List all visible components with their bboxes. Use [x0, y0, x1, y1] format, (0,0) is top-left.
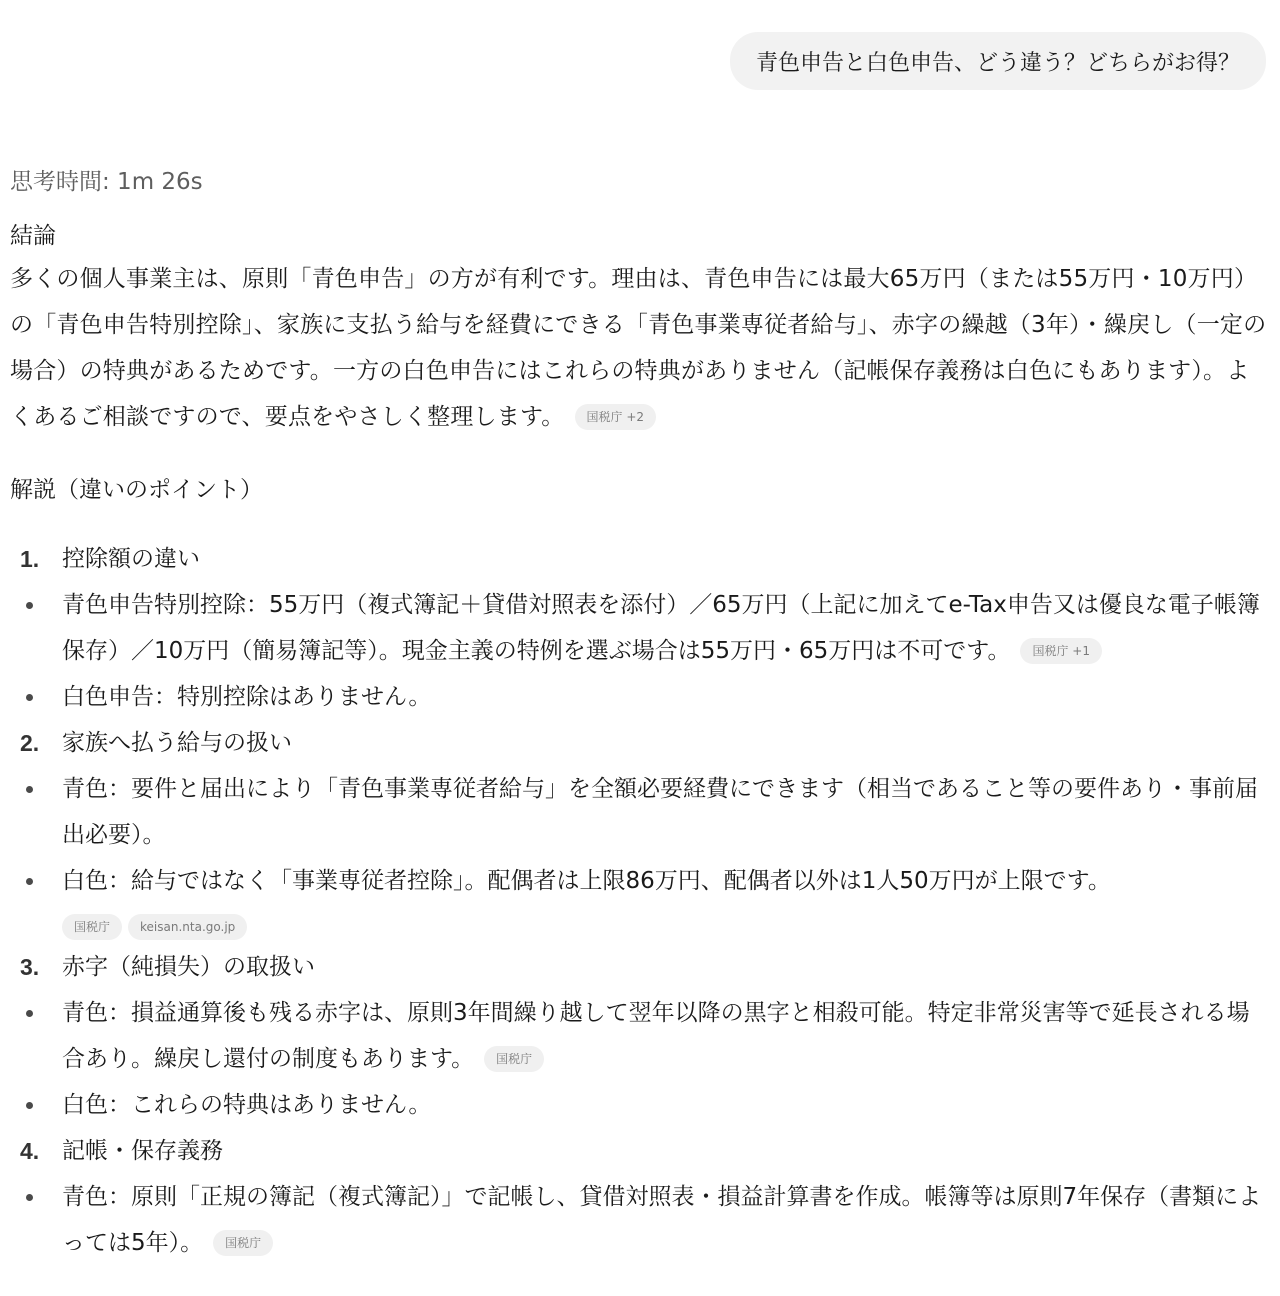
- bullet-dot: [26, 1194, 33, 1201]
- bullet-dot: [26, 1010, 33, 1017]
- list-item-title: 家族へ払う給与の扱い: [62, 730, 292, 756]
- list-number: 1.: [20, 546, 40, 572]
- user-message-row: [730, 32, 1266, 90]
- bullet-text: 白色：これらの特典はありません。: [62, 1092, 432, 1118]
- bullet-dot: [26, 694, 33, 701]
- bullet-text: 青色：要件と届出により「青色事業専従者給与」を全額必要経費にできます（相当であること等の要件あり・事前届出必要）。: [62, 776, 1258, 848]
- bullet-item: [10, 1174, 1272, 1266]
- list-item-title: 赤字（純損失）の取扱い: [62, 954, 315, 980]
- explanation-list: [10, 536, 1272, 1266]
- bullet-text: 青色申告特別控除：55万円（複式簿記＋貸借対照表を添付）／65万円（上記に加えてe-Tax申告又は優良な電子帳簿保存）／10万円（簡易簿記等）。現金主義の特例を選ぶ場合は55万円・65万円は不可です。: [62, 592, 1260, 664]
- bullet-text: 青色：原則「正規の簿記（複式簿記）」で記帳し、貸借対照表・損益計算書を作成。帳簿等は原則7年保存（書類によっては5年）。: [62, 1184, 1262, 1256]
- thinking-time-toggle[interactable]: 思考時間: 1m 26s: [10, 169, 203, 195]
- source-citation-chip[interactable]: 国税庁 +2: [575, 404, 657, 430]
- bullet-dot: [26, 602, 33, 609]
- bullet-item: [10, 766, 1272, 858]
- conclusion-heading: 結論: [10, 223, 56, 249]
- bullet-item: [10, 858, 1272, 944]
- list-item: [10, 1128, 1272, 1174]
- list-number: 4.: [20, 1138, 40, 1164]
- list-number: 3.: [20, 954, 40, 980]
- conclusion-text: 多くの個人事業主は、原則「青色申告」の方が有利です。理由は、青色申告には最大65万円（または55万円・10万円）の「青色申告特別控除」、家族に支払う給与を経費にできる「青色事業専従者給与」、赤字の繰越（3年）・繰戻し（一定の場合）の特典があるためです。一方の白色申告にはこれらの特典がありません（記帳保存義務は白色にもあります）。よくあるご相談ですので、要点をやさしく整理します。: [10, 266, 1267, 430]
- list-item: [10, 720, 1272, 766]
- bullet-text: 白色：給与ではなく「事業専従者控除」。配偶者は上限86万円、配偶者以外は1人50万円が上限です。: [62, 868, 1111, 894]
- list-item-title: 記帳・保存義務: [62, 1138, 223, 1164]
- assistant-answer: [10, 162, 1272, 1266]
- conclusion-paragraph: [10, 256, 1272, 440]
- list-item-title: 控除額の違い: [62, 546, 200, 572]
- source-citation-chip[interactable]: 国税庁 +1: [1020, 638, 1102, 664]
- bullet-item: [10, 582, 1272, 674]
- bullet-dot: [26, 1102, 33, 1109]
- source-citation-chip[interactable]: keisan.nta.go.jp: [128, 914, 247, 940]
- bullet-dot: [26, 786, 33, 793]
- bullet-dot: [26, 878, 33, 885]
- list-item: [10, 536, 1272, 582]
- explanation-heading: 解説（違いのポイント）: [10, 477, 263, 503]
- bullet-text: 白色申告：特別控除はありません。: [62, 684, 432, 710]
- list-number: 2.: [20, 730, 40, 756]
- bullet-item: [10, 1082, 1272, 1128]
- source-citation-chip[interactable]: 国税庁: [62, 914, 122, 940]
- bullet-text: 青色：損益通算後も残る赤字は、原則3年間繰り越して翌年以降の黒字と相殺可能。特定非常災害等で延長される場合あり。繰戻し還付の制度もあります。: [62, 1000, 1250, 1072]
- user-message-bubble: 青色申告と白色申告、どう違う？どちらがお得？: [730, 32, 1266, 90]
- source-chip-row: [56, 904, 1272, 944]
- source-citation-chip[interactable]: 国税庁: [213, 1230, 273, 1256]
- source-citation-chip[interactable]: 国税庁: [484, 1046, 544, 1072]
- bullet-item: [10, 674, 1272, 720]
- bullet-item: [10, 990, 1272, 1082]
- list-item: [10, 944, 1272, 990]
